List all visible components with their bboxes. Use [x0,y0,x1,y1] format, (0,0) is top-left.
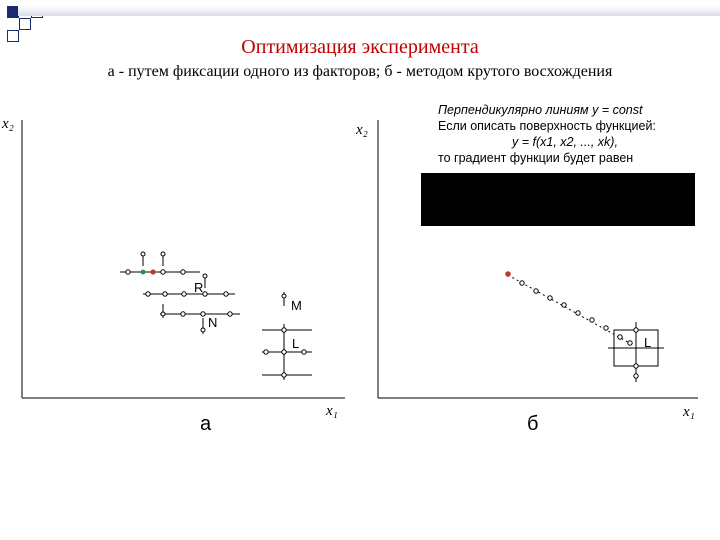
a-pt [282,328,286,332]
b-pt [628,341,632,345]
a-pt-red [150,269,155,274]
diagram-b [355,120,698,420]
a-pt [126,270,130,274]
a-pt [203,292,207,296]
b-pt [520,281,524,285]
caption-b: б [527,413,539,435]
a-pt [161,312,165,316]
note-line-2: Если описать поверхность функцией: [438,119,656,133]
b-pt [604,326,608,330]
a-pt [141,252,145,256]
slide-subtitle: а - путем фиксации одного из факторов; б - методом крутого восхождения [107,63,613,80]
a-x-axis-label: x₁ [326,403,338,419]
a-y-axis-label: x₂ [2,116,14,132]
a-pt [161,270,165,274]
a-pt [201,328,205,332]
note-line-1: Перпендикулярно линиям y = const [438,103,643,117]
b-start-point [505,271,511,277]
a-pt [201,312,205,316]
b-pt [562,303,566,307]
a-pt [182,292,186,296]
a-point-m-label: M [291,298,302,313]
a-point-r-label: R [194,280,204,295]
a-pt [264,350,268,354]
a-pt [282,294,286,298]
a-pt [228,312,232,316]
a-pt [161,252,165,256]
slide-title: Оптимизация эксперимента [241,36,479,58]
a-point-l-label: L [292,336,300,351]
a-pt [282,373,286,377]
a-pt [224,292,228,296]
b-y-axis-label: x₂ [356,122,368,138]
diagram-a [1,116,345,419]
b-pt [576,311,580,315]
b-pt [634,374,638,378]
a-pt [181,270,185,274]
caption-a: а [200,413,212,435]
a-pt [163,292,167,296]
a-point-n-label: N [208,315,218,330]
b-pt [590,318,594,322]
note-line-3: y = f(x1, x2, ..., xk), [512,135,618,149]
b-point-l-label: L [644,335,652,350]
a-pt [302,350,306,354]
b-pt [548,296,552,300]
b-pt [534,289,538,293]
a-pt [181,312,185,316]
note-line-4: то градиент функции будет равен [438,151,634,165]
b-pt [634,328,638,332]
a-pt [146,292,150,296]
a-pt [203,274,207,278]
b-pt [618,335,622,339]
b-pt [634,364,638,368]
b-x-axis-label: x₁ [683,404,695,420]
a-pt-green [141,270,146,275]
a-pt [282,350,286,354]
